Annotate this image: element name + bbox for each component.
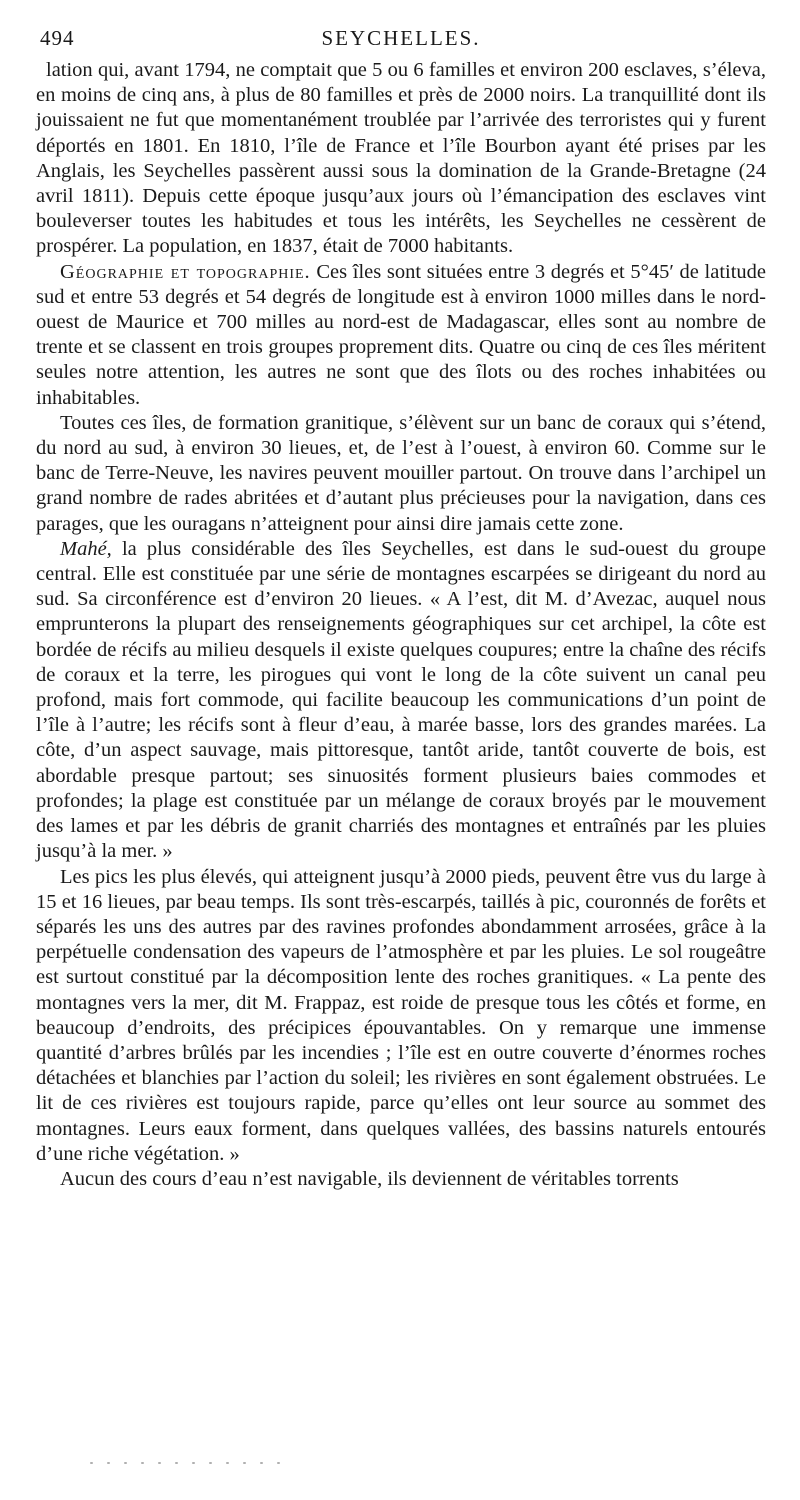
section-lead: Géographie et topographie. [60,260,311,283]
paragraph-text: Aucun des cours d’eau n’est navigable, ils deviennent de véritables torrents [60,1167,679,1190]
paragraph-text: lation qui, avant 1794, ne comptait que 5 ou 6 familles et environ 200 esclaves, s’éleva, en moins de cinq ans, à plus de 80 familles et près de 2000 noirs. La tranquillité dont ils jouissaient ne fut que momentanément troublée par l’arrivée des terroristes qui y furent déportés en 1801. En 1810, l’île de France et l’île Bourbon ayant été prises par les Anglais, les Seychelles passèrent aussi sous la domination de la Grande-Bretagne (24 avril 1811). Depuis cette époque jusqu’aux jours où l’émancipation des esclaves vint bouleverser toutes les habitudes et tous les intérêts, les Seychelles ne cessèrent de prospérer. La population, en 1837, était de 7000 habitants. [36,59,766,258]
paragraph-rivers [36,1167,766,1192]
paragraph-formation [36,411,766,537]
paragraph-geography [36,260,766,411]
paragraph-text: Les pics les plus élevés, qui atteignent jusqu’à 2000 pieds, peuvent être vus du large à 15 et 16 lieues, par beau temps. Ils sont très-escarpés, taillés à pic, couronnés de forêts et séparés les uns des autres par des ravines profondes abondamment arrosées, grâce à la perpétuelle condensation des vapeurs de l’atmosphère et par les pluies. Le sol rougeâtre est surtout constitué par la décomposition lente des roches granitiques. « La pente des montagnes vers la mer, dit M. Frappaz, est roide de presque tous les côtés et forme, en beaucoup d’endroits, des précipices épouvantables. On y remarque une immense quantité d’arbres brûlés par les incendies ; l’île est en outre couverte d’énormes roches détachées et blanchies par l’action du soleil; les rivières en sont également obstruées. Le lit de ces rivières est toujours rapide, parce qu’elles ont leur source au sommet des montagnes. Leurs eaux forment, dans quelques vallées, des bassins naturels entourés d’une riche végétation. » [36,865,766,1165]
paragraph-text: Ces îles sont situées entre 3 degrés et 5°45′ de latitude sud et entre 53 degrés et 54 degrés de longitude est à environ 1000 milles dans le nord-ouest de Maurice et 700 milles au nord-est de Madagascar, elles sont au nombre de trente et se classent en trois groupes proprement dits. Quatre ou cinq de ces îles méritent seules notre attention, les autres ne sont que des îlots ou des roches inhabitées ou inhabitables. [36,260,767,409]
book-page [36,20,766,1192]
island-name: Mahé, [60,537,112,560]
paragraph-mahe [36,537,766,865]
paragraph-text: Toutes ces îles, de formation granitique, s’élèvent sur un banc de coraux qui s’étend, du nord au sud, à environ 30 lieues, et, de l’est à l’ouest, à environ 60. Comme sur le banc de Terre-Neuve, les navires peuvent mouiller partout. On trouve dans l’archipel un grand nombre de rades abritées et d’autant plus précieuses pour la navigation, dans ces parages, que les ouragans n’atteignent pour ainsi dire jamais cette zone. [36,411,766,535]
paragraph-peaks [36,865,766,1167]
running-head [36,20,766,58]
running-title: SEYCHELLES. [321,26,481,50]
body-text [36,58,766,1192]
print-marks [90,1462,410,1468]
paragraph-history [36,58,766,260]
paragraph-text: la plus considérable des îles Seychelles, est dans le sud-ouest du groupe central. Elle est constituée par une série de montagnes escarpées se dirigeant du nord au sud. Sa circonférence est d’environ 20 lieues. « A l’est, dit M. d’Avezac, auquel nous emprunterons la plupart des renseignements géographiques sur cet archipel, la côte est bordée de récifs au milieu desquels il existe quelques coupures; entre la chaîne des récifs de coraux et la terre, les pirogues qui vont le long de la côte suivent un canal peu profond, mais fort commode, qui facilite beaucoup les communications d’un point de l’île à l’autre; les récifs sont à fleur d’eau, à marée basse, lors des grandes marées. La côte, d’un aspect sauvage, mais pittoresque, tantôt aride, tantôt couverte de bois, est abordable presque partout; ses sinuosités forment plusieurs baies commodes et profondes; la plage est constituée par un mélange de coraux broyés par le mouvement des lames et par les débris de granit charriés des montagnes et entraînés par les pluies jusqu’à la mer. » [36,537,766,863]
page-number: 494 [40,26,75,50]
